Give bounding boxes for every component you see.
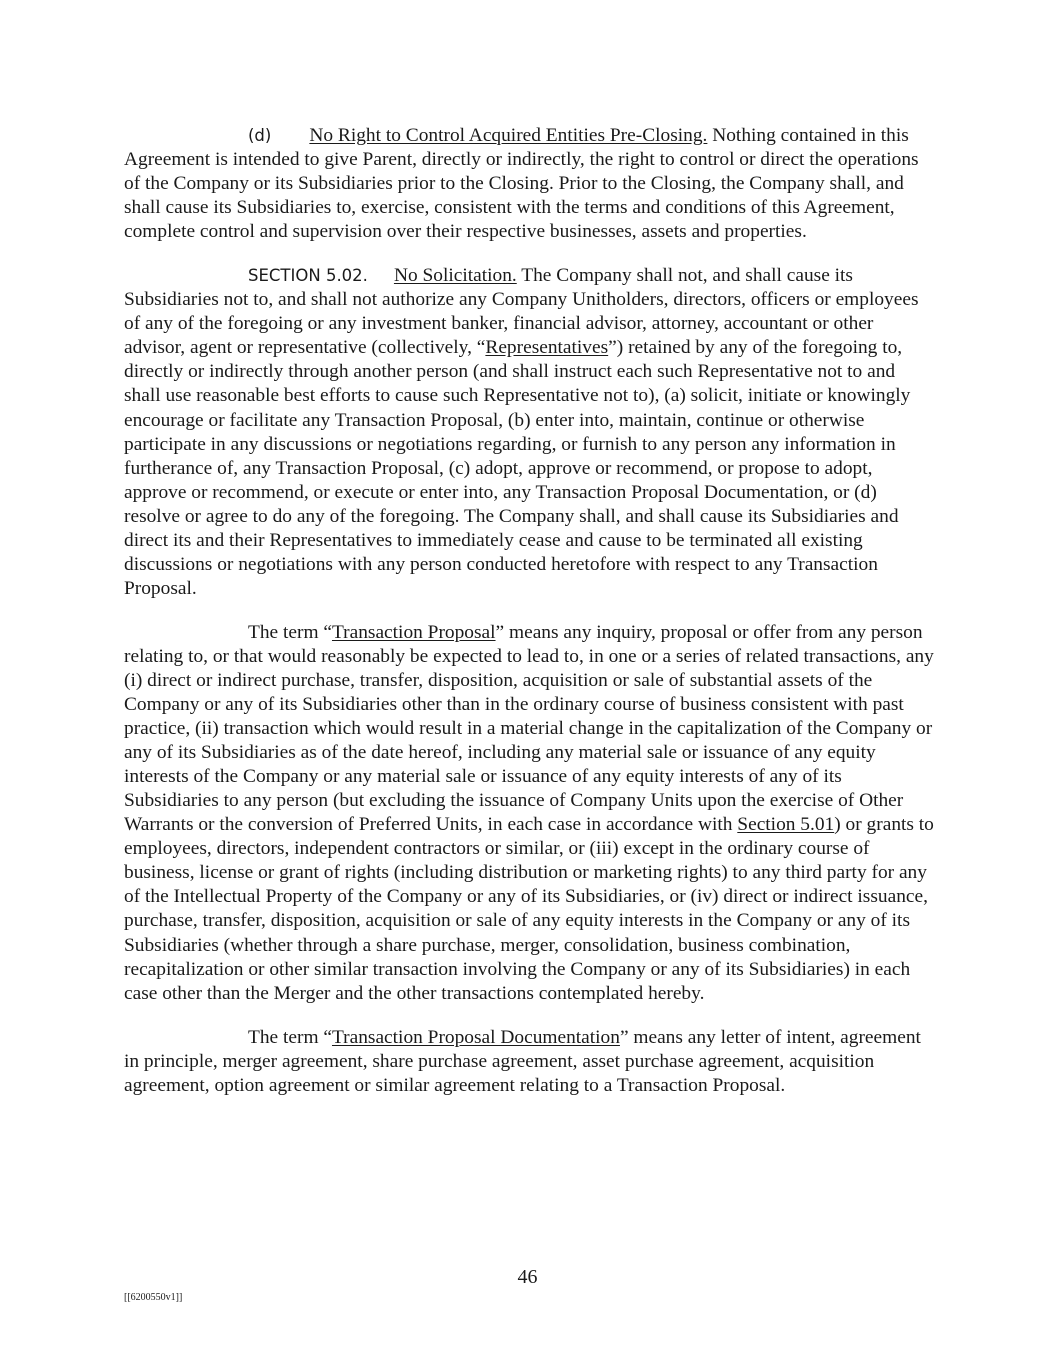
section-5-02-body-part2: ”) retained by any of the foregoing to, directly or indirectly through another person (and shall instruct each such Representative not to and shall use reasonable best efforts to cause such Representative not to), (a) solicit, initiate or knowingly encourage or facilitate any Transaction Proposal, (b) enter into, maintain, continue or otherwise participate in any discussions or negotiations regarding, or furnish to any person any information in furtherance of, any Transaction Proposal, (c) adopt, approve or recommend, or propose to adopt, approve or recommend, or execute or enter into, any Transaction Proposal Documentation, or (d) resolve or agree to do any of the foregoing. The Company shall, and shall cause its Subsidiaries and direct its and their Representatives to immediately cease and cause to be terminated all existing discussions or negotiations with any person conducted heretofore with respect to any Transaction Proposal. xyxy=(124,337,911,599)
section-d-label: (d) xyxy=(248,126,272,145)
section-5-02-label: SECTION 5.02. xyxy=(248,266,368,286)
defined-term-transaction-proposal-documentation: Transaction Proposal Documentation xyxy=(331,1026,620,1048)
paragraph-section-5-02 xyxy=(124,264,936,601)
section-d-body: Nothing contained in this Agreement is intended to give Parent, directly or indirectly, the right to control or direct the operations of the Company or its Subsidiaries prior to the Closing. Prior to the Closing, the Company shall, and shall cause its Subsidiaries to, exercise, consistent with the terms and conditions of this Agreement, complete control and supervision over their respective businesses, assets and properties. xyxy=(124,125,919,243)
defined-term-transaction-proposal: Transaction Proposal xyxy=(331,621,496,643)
definition-tp-lead: The term “ xyxy=(248,621,332,643)
section-d-heading: No Right to Control Acquired Entities Pre-Closing. xyxy=(309,125,708,146)
cross-reference-section-5-01: Section 5.01 xyxy=(737,814,835,836)
definition-tpd-lead: The term “ xyxy=(248,1026,332,1048)
page-number: 46 xyxy=(517,1266,538,1288)
section-5-02-heading: No Solicitation. xyxy=(393,265,517,287)
definition-tp-body-part1: ” means any inquiry, proposal or offer from any person relating to, or that would reasonably be expected to lead to, in one or a series of related transactions, any (i) direct or indirect purchase, transfer, disposition, acquisition or sale of substantial assets of the Company or any of its Subsidiaries other than in the ordinary course of business consistent with past practice, (ii) transaction which would result in a material change in the capitalization of the Company or any of its Subsidiaries as of the date hereof, including any material sale or issuance of any equity interests of the Company or any material sale or issuance of any equity interests of any of its Subsidiaries to any person (but excluding the issuance of Company Units upon the exercise of Other Warrants or the conversion of Preferred Units, in each case in accordance with xyxy=(124,621,934,836)
definition-tpd-body: ” means any letter of intent, agreement in principle, merger agreement, share purchase agreement, asset purchase agreement, acquisition agreement, option agreement or similar agreement relating to a Transaction Proposal. xyxy=(124,1026,921,1096)
document-body xyxy=(124,124,936,1118)
definition-tp-body-part2: ) or grants to employees, directors, independent contractors or similar, or (iii) except in the ordinary course of business, license or grant of rights (including distribution or marketing rights) to any third party for any of the Intellectual Property of the Company or any of its Subsidiaries, or (iv) direct or indirect issuance, purchase, transfer, disposition, acquisition or sale of any equity interests in the Company or any of its Subsidiaries (whether through a share purchase, merger, consolidation, business combination, recapitalization or other similar transaction involving the Company or any of its Subsidiaries) in each case other than the Merger and the other transactions contemplated hereby. xyxy=(124,814,934,1004)
defined-term-representatives: Representatives xyxy=(485,337,609,359)
paragraph-section-d xyxy=(124,124,936,244)
document-id: [[6200550v1]] xyxy=(124,1292,183,1303)
paragraph-definition-transaction-proposal-documentation xyxy=(124,1026,936,1098)
paragraph-definition-transaction-proposal xyxy=(124,621,936,1006)
section-5-02-body-part1: The Company shall not, and shall cause its Subsidiaries not to, and shall not authorize any Company Unitholders, directors, officers or employees of any of the foregoing or any investment banker, financial advisor, attorney, accountant or other advisor, agent or representative (collectively, “ xyxy=(124,265,919,359)
